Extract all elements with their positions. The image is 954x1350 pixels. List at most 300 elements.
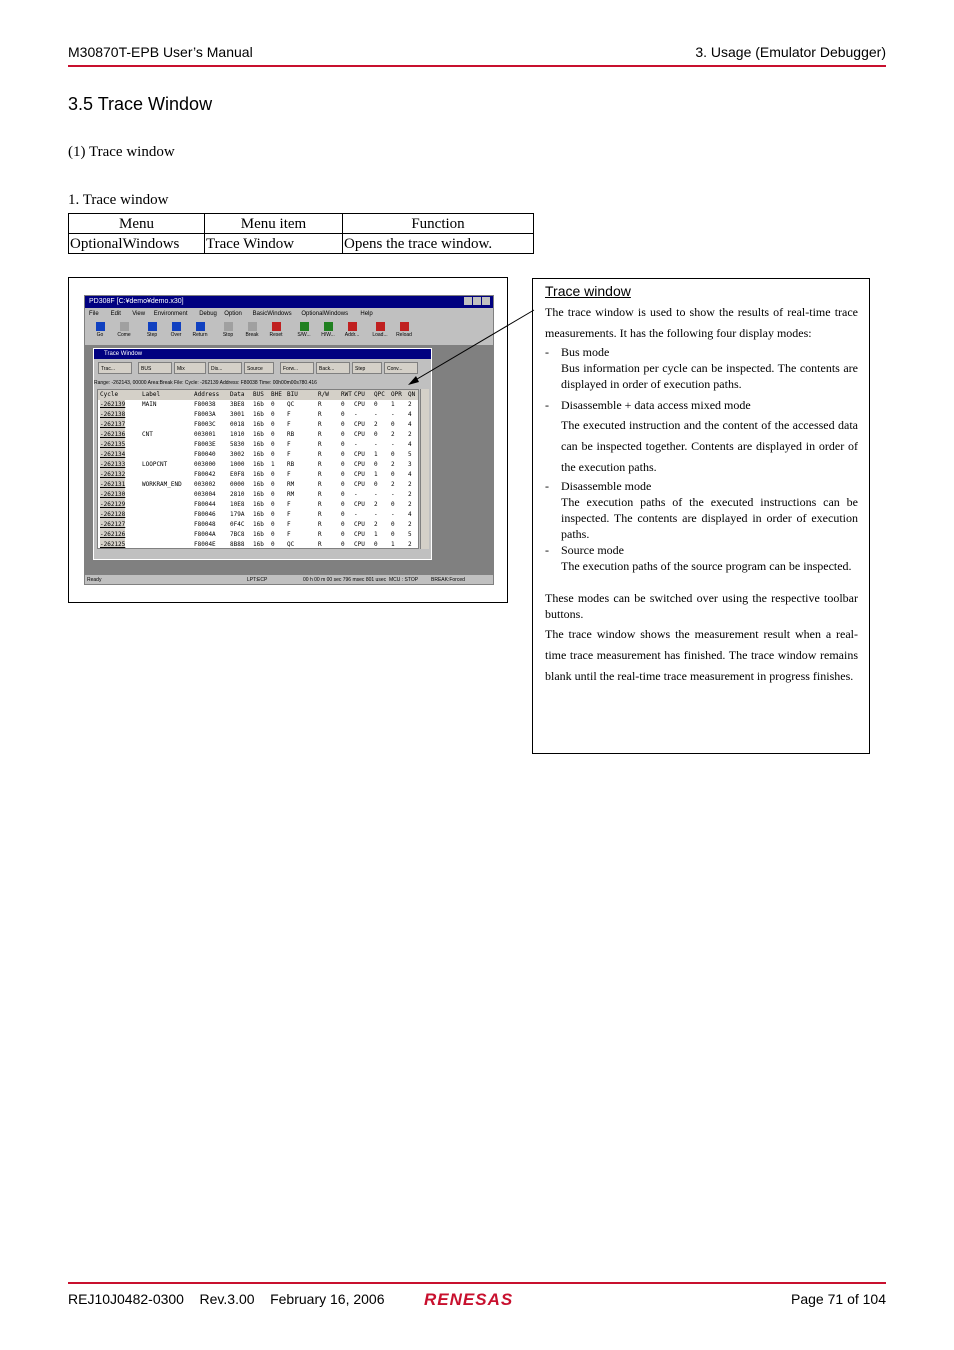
toolbar-icon <box>248 322 257 331</box>
menu-item[interactable]: OptionalWindows <box>301 311 349 317</box>
grid-cell: 0 <box>341 431 345 438</box>
trace-info-line: Range: -262143, 00000 Area:Break File: Cycle: -262139 Address: F80038 Time: 00h00m00s780.416 <box>94 380 317 386</box>
table-row[interactable] <box>98 420 418 430</box>
toolbar-button[interactable] <box>165 321 187 342</box>
toolbar-button[interactable] <box>189 321 211 342</box>
grid-cell: CPU <box>354 421 365 428</box>
grid-cell: 0 <box>341 441 345 448</box>
trace-toolbar-button[interactable]: Source <box>244 362 274 374</box>
grid-cell: -262135 <box>100 441 126 448</box>
grid-cell: 1010 <box>230 431 245 438</box>
toolbar-icon <box>324 322 333 331</box>
grid-cell: F80046 <box>194 511 216 518</box>
info-box <box>532 278 870 754</box>
grid-cell: - <box>391 491 395 498</box>
grid-cell: 2 <box>391 481 395 488</box>
grid-cell: 2 <box>408 431 412 438</box>
grid-cell: 1 <box>391 541 395 548</box>
toolbar-icon <box>196 322 205 331</box>
toolbar-button[interactable] <box>265 321 287 342</box>
grid-cell: 0 <box>341 501 345 508</box>
grid-cell: 0 <box>341 421 345 428</box>
grid-cell: 4 <box>408 471 412 478</box>
menu-item[interactable]: Debug <box>199 311 217 317</box>
menu-item[interactable]: Option <box>224 311 242 317</box>
toolbar-button[interactable] <box>113 321 135 342</box>
toolbar-button[interactable] <box>141 321 163 342</box>
grid-cell: F8003E <box>194 441 216 448</box>
grid-column-header: Data <box>230 391 245 398</box>
trace-toolbar <box>94 360 431 377</box>
info-title: Trace window <box>545 283 631 299</box>
trace-title: Trace Window <box>104 351 143 357</box>
grid-cell: 3BE8 <box>230 401 245 408</box>
arrow-head <box>408 376 419 385</box>
mode-item: - Disassemble + data access mixed mode The executed instruction and the content of the accessed data can be inspected together. Contents are displayed in order of the execution paths. <box>545 397 858 478</box>
grid-cell: 0 <box>374 401 378 408</box>
menu-item[interactable]: BasicWindows <box>252 311 292 317</box>
grid-cell: -262127 <box>100 521 126 528</box>
grid-cell: R <box>318 491 322 498</box>
mode-desc: The execution paths of the executed instructions can be inspected. The contents are displayed in order of execution paths. <box>561 495 858 541</box>
grid-column-header: OPR <box>391 391 402 398</box>
mode-desc: Bus information per cycle can be inspected. The contents are displayed in order of execution paths. <box>561 361 858 391</box>
grid-cell: R <box>318 531 322 538</box>
grid-cell: 16b <box>253 401 264 408</box>
grid-cell: 16b <box>253 501 264 508</box>
table-header: Menu <box>69 214 205 234</box>
grid-cell: 2 <box>374 501 378 508</box>
grid-cell: 0 <box>341 521 345 528</box>
grid-cell: -262129 <box>100 501 126 508</box>
grid-cell: CPU <box>354 481 365 488</box>
toolbar-icon <box>224 322 233 331</box>
mode-item: - Bus mode Bus information per cycle can be inspected. The contents are displayed in order of execution paths. <box>545 345 858 391</box>
trace-grid <box>97 389 419 549</box>
scrollbar <box>420 389 429 549</box>
table-row[interactable] <box>98 500 418 510</box>
toolbar-label: Come <box>117 332 131 338</box>
toolbar-icon <box>376 322 385 331</box>
grid-cell: R <box>318 501 322 508</box>
grid-cell: MAIN <box>142 401 157 408</box>
grid-cell: 0 <box>271 481 275 488</box>
grid-cell: 16b <box>253 481 264 488</box>
status-field: 00 h 00 m 00 sec 796 msec 801 usec <box>303 577 387 583</box>
grid-cell: - <box>354 411 358 418</box>
grid-cell: - <box>391 441 395 448</box>
toolbar-button[interactable] <box>293 321 315 342</box>
grid-cell: 4 <box>408 441 412 448</box>
grid-column-header: BUS <box>253 391 264 398</box>
table-header: Menu item <box>205 214 343 234</box>
trace-window <box>93 348 432 560</box>
grid-cell: R <box>318 451 322 458</box>
info-para: These modes can be switched over using the respective toolbar buttons. <box>545 591 858 621</box>
grid-cell: 1 <box>374 531 378 538</box>
toolbar-icon <box>96 322 105 331</box>
grid-cell: 16b <box>253 521 264 528</box>
grid-cell: R <box>318 521 322 528</box>
grid-cell: 4 <box>408 411 412 418</box>
grid-cell: 0 <box>271 521 275 528</box>
grid-cell: 0 <box>341 481 345 488</box>
toolbar-button[interactable] <box>241 321 263 342</box>
grid-cell: 0 <box>271 491 275 498</box>
grid-cell: QC <box>287 401 295 408</box>
mode-name: Disassemble mode <box>561 479 652 493</box>
grid-cell: R <box>318 441 322 448</box>
footer-rule <box>68 1282 886 1284</box>
grid-cell: 0 <box>391 531 395 538</box>
table-row[interactable] <box>98 410 418 420</box>
table-row[interactable] <box>98 530 418 540</box>
renesas-logo <box>420 1287 536 1314</box>
grid-column-header: CPU <box>354 391 365 398</box>
grid-cell: CPU <box>354 471 365 478</box>
grid-cell: -262131 <box>100 481 126 488</box>
grid-cell: F <box>287 501 291 508</box>
grid-cell: R <box>318 431 322 438</box>
grid-column-header: Label <box>142 391 161 398</box>
grid-cell: - <box>354 511 358 518</box>
grid-cell: 2 <box>408 491 412 498</box>
grid-cell: LOOPCNT <box>142 461 168 468</box>
grid-column-header: BHE <box>271 391 282 398</box>
grid-cell: -262126 <box>100 531 126 538</box>
table-row[interactable] <box>98 490 418 500</box>
grid-cell: RM <box>287 491 295 498</box>
grid-cell: 0 <box>341 491 345 498</box>
grid-cell: 16b <box>253 441 264 448</box>
toolbar-label: H/W... <box>321 332 335 338</box>
grid-cell: R <box>318 481 322 488</box>
grid-cell: 2 <box>374 521 378 528</box>
grid-cell: 1 <box>374 471 378 478</box>
grid-cell: QC <box>287 541 295 548</box>
grid-cell: 0 <box>271 401 275 408</box>
grid-cell: 16b <box>253 471 264 478</box>
grid-cell: 2810 <box>230 491 245 498</box>
grid-cell: 003001 <box>194 431 216 438</box>
grid-cell: 0 <box>341 401 345 408</box>
toolbar-icon <box>148 322 157 331</box>
grid-cell: 0 <box>391 501 395 508</box>
status-field: Ready <box>87 577 102 583</box>
menu-item[interactable]: Environment <box>153 311 188 317</box>
grid-cell: 0F4C <box>230 521 245 528</box>
section-title: 3.5 Trace Window <box>68 94 213 114</box>
grid-cell: 3002 <box>230 451 245 458</box>
menu-table <box>68 213 534 254</box>
logo-text: RENESAS <box>424 1290 514 1309</box>
grid-cell: R <box>318 411 322 418</box>
grid-cell: F <box>287 471 291 478</box>
grid-cell: CPU <box>354 501 365 508</box>
table-row[interactable] <box>98 510 418 520</box>
grid-cell: R <box>318 471 322 478</box>
mode-name: Source mode <box>561 543 624 557</box>
grid-cell: CPU <box>354 401 365 408</box>
grid-cell: 8B88 <box>230 541 245 548</box>
grid-cell: RM <box>287 481 295 488</box>
toolbar-label: Stop <box>222 332 234 338</box>
footer-doc-id: REJ10J0482-0300 Rev.3.00 February 16, 2006 <box>68 1291 385 1307</box>
grid-column-header: Address <box>194 391 220 398</box>
grid-cell: -262136 <box>100 431 126 438</box>
grid-cell: 0018 <box>230 421 245 428</box>
grid-cell: 2 <box>408 521 412 528</box>
toolbar-icon <box>120 322 129 331</box>
grid-cell: 003000 <box>194 461 216 468</box>
grid-cell: 0 <box>341 541 345 548</box>
grid-cell: 0 <box>374 541 378 548</box>
grid-cell: 0 <box>391 521 395 528</box>
grid-cell: -262139 <box>100 401 126 408</box>
grid-cell: 2 <box>408 401 412 408</box>
toolbar-label: Reset <box>269 332 283 338</box>
grid-cell: CPU <box>354 531 365 538</box>
toolbar-button[interactable] <box>317 321 339 342</box>
table-header: Function <box>343 214 534 234</box>
table-row[interactable] <box>98 460 418 470</box>
grid-cell: F <box>287 411 291 418</box>
grid-cell: 0 <box>271 541 275 548</box>
grid-cell: 4 <box>408 421 412 428</box>
grid-cell: 0 <box>271 511 275 518</box>
grid-cell: 16b <box>253 541 264 548</box>
menu-item[interactable]: View <box>132 311 146 317</box>
grid-cell: F8004A <box>194 531 216 538</box>
grid-column-header: QPC <box>374 391 385 398</box>
grid-cell: CPU <box>354 521 365 528</box>
grid-cell: F <box>287 451 291 458</box>
grid-cell: 0 <box>271 531 275 538</box>
header-rule <box>68 65 886 67</box>
grid-cell: R <box>318 461 322 468</box>
grid-cell: F80038 <box>194 401 216 408</box>
trace-toolbar-button[interactable]: Mix <box>174 362 206 374</box>
grid-cell: F80048 <box>194 521 216 528</box>
grid-cell: 2 <box>391 431 395 438</box>
menu-item[interactable]: File <box>89 311 99 317</box>
toolbar-button[interactable] <box>217 321 239 342</box>
trace-toolbar-button[interactable]: Trac... <box>98 362 132 374</box>
grid-cell: -262128 <box>100 511 126 518</box>
grid-cell: 2 <box>391 461 395 468</box>
grid-cell: 5 <box>408 531 412 538</box>
subsection-title: (1) Trace window <box>68 144 175 160</box>
table-row[interactable] <box>98 450 418 460</box>
grid-cell: 1 <box>271 461 275 468</box>
grid-cell: R <box>318 421 322 428</box>
info-para: The trace window shows the measurement result when a real-time trace measurement has finished. The trace window remains blank until the real-time trace measurement in progress finishes. <box>545 627 858 683</box>
grid-cell: - <box>374 441 378 448</box>
grid-cell: 2 <box>408 501 412 508</box>
trace-toolbar-button[interactable]: Back... <box>316 362 350 374</box>
grid-cell: F8003C <box>194 421 216 428</box>
grid-cell: 16b <box>253 431 264 438</box>
grid-cell: 0 <box>271 501 275 508</box>
window-title: PD308F [C:¥demo¥demo.x30] <box>89 298 184 305</box>
grid-cell: -262137 <box>100 421 126 428</box>
status-field: MCU : STOP <box>389 577 419 583</box>
grid-cell: 2 <box>408 541 412 548</box>
trace-toolbar-button[interactable]: Conv... <box>384 362 418 374</box>
grid-cell: F <box>287 521 291 528</box>
table-cell: OptionalWindows <box>69 234 205 254</box>
toolbar-button[interactable] <box>369 321 391 342</box>
grid-cell: CPU <box>354 431 365 438</box>
grid-cell: - <box>374 491 378 498</box>
toolbar-button[interactable] <box>89 321 111 342</box>
menu-item[interactable]: Edit <box>110 311 121 317</box>
grid-cell: 0 <box>391 421 395 428</box>
toolbar-label: Load... <box>372 332 388 338</box>
grid-column-header: RWT <box>341 391 352 398</box>
grid-cell: F <box>287 511 291 518</box>
logo-mark <box>420 1287 536 1309</box>
grid-cell: F80040 <box>194 451 216 458</box>
table-row[interactable] <box>98 430 418 440</box>
grid-cell: F <box>287 421 291 428</box>
grid-cell: 10E8 <box>230 501 245 508</box>
grid-cell: - <box>391 511 395 518</box>
toolbar-icon <box>348 322 357 331</box>
info-intro: The trace window is used to show the results of real-time trace measurements. It has the following four display modes: <box>545 305 858 340</box>
grid-cell: 5830 <box>230 441 245 448</box>
grid-cell: 003004 <box>194 491 216 498</box>
grid-cell: 0 <box>341 511 345 518</box>
grid-column-header: BIU <box>287 391 298 398</box>
grid-cell: 1000 <box>230 461 245 468</box>
grid-cell: F8003A <box>194 411 216 418</box>
toolbar-label: Step <box>146 332 158 338</box>
grid-cell: CPU <box>354 541 365 548</box>
grid-cell: 0 <box>271 441 275 448</box>
table-row[interactable] <box>98 440 418 450</box>
grid-header-row <box>98 390 418 400</box>
grid-cell: -262138 <box>100 411 126 418</box>
grid-cell: - <box>391 411 395 418</box>
grid-cell: F <box>287 441 291 448</box>
table-caption: 1. Trace window <box>68 192 169 208</box>
mode-name: Disassemble + data access mixed mode <box>561 398 751 412</box>
grid-cell: 0 <box>271 471 275 478</box>
grid-cell: 1 <box>374 451 378 458</box>
grid-cell: -262134 <box>100 451 126 458</box>
trace-titlebar <box>94 349 431 359</box>
status-field: BREAK:Forced <box>431 577 465 583</box>
grid-cell: 16b <box>253 461 264 468</box>
toolbar-icon <box>300 322 309 331</box>
grid-cell: RB <box>287 461 295 468</box>
grid-cell: 16b <box>253 411 264 418</box>
mode-item: - Disassemble mode The execution paths of the executed instructions can be inspected. The contents are displayed in order of execution paths. <box>545 479 858 541</box>
grid-cell: 2 <box>408 481 412 488</box>
grid-cell: -262133 <box>100 461 126 468</box>
arrow-line <box>412 310 534 382</box>
table-row[interactable] <box>98 480 418 490</box>
grid-cell: 0 <box>271 431 275 438</box>
toolbar-label: S/W... <box>297 332 311 338</box>
grid-cell: 3 <box>408 461 412 468</box>
toolbar-icon <box>272 322 281 331</box>
grid-cell: CPU <box>354 451 365 458</box>
toolbar-label: Go <box>96 332 104 338</box>
table-row[interactable] <box>98 520 418 530</box>
grid-cell: F8004E <box>194 541 216 548</box>
grid-cell: -262125 <box>100 541 126 548</box>
grid-cell: R <box>318 401 322 408</box>
mode-name: Bus mode <box>561 345 610 359</box>
grid-column-header: R/W <box>318 391 329 398</box>
table-row[interactable] <box>98 540 418 549</box>
grid-cell: 2 <box>374 421 378 428</box>
mode-item: - Source mode The execution paths of the source program can be inspected. <box>545 542 858 574</box>
grid-cell: 0 <box>341 461 345 468</box>
callout-arrow <box>400 300 540 390</box>
grid-cell: - <box>374 511 378 518</box>
grid-cell: 7BC8 <box>230 531 245 538</box>
grid-cell: 1 <box>391 401 395 408</box>
grid-cell: 0 <box>271 421 275 428</box>
table-header-row <box>69 214 534 234</box>
toolbar-label: Addr... <box>344 332 360 338</box>
grid-cell: - <box>374 411 378 418</box>
grid-cell: 003002 <box>194 481 216 488</box>
grid-cell: 0 <box>341 531 345 538</box>
toolbar-label: Break <box>245 332 259 338</box>
grid-column-header: QN <box>408 391 416 398</box>
table-row[interactable] <box>98 470 418 480</box>
mode-desc: The execution paths of the source program can be inspected. <box>561 559 852 573</box>
trace-toolbar-button[interactable]: BUS <box>138 362 172 374</box>
grid-cell: 179A <box>230 511 245 518</box>
grid-cell: 0 <box>391 451 395 458</box>
grid-cell: 16b <box>253 451 264 458</box>
table-cell: Trace Window <box>205 234 343 254</box>
grid-cell: F80044 <box>194 501 216 508</box>
grid-cell: CPU <box>354 461 365 468</box>
grid-cell: 16b <box>253 511 264 518</box>
grid-cell: 0 <box>391 471 395 478</box>
grid-cell: 0 <box>374 481 378 488</box>
grid-cell: RB <box>287 431 295 438</box>
grid-cell: 0 <box>374 461 378 468</box>
toolbar-button[interactable] <box>341 321 363 342</box>
grid-cell: F80042 <box>194 471 216 478</box>
mode-desc: The executed instruction and the content of the accessed data can be inspected together. Contents are displayed in order of the execution paths. <box>561 418 858 474</box>
table-row[interactable] <box>98 400 418 410</box>
status-field: LPT:ECP <box>247 577 268 583</box>
grid-cell: 16b <box>253 491 264 498</box>
grid-cell: 0 <box>341 411 345 418</box>
grid-cell: 0000 <box>230 481 245 488</box>
toolbar-icon <box>172 322 181 331</box>
grid-cell: F <box>287 531 291 538</box>
grid-cell: WORKRAM_END <box>142 481 182 488</box>
trace-toolbar-button[interactable]: Forw... <box>280 362 314 374</box>
trace-toolbar-button[interactable]: Step <box>352 362 382 374</box>
grid-cell: E0F8 <box>230 471 245 478</box>
menu-item[interactable]: Help <box>360 311 373 317</box>
grid-cell: 0 <box>374 431 378 438</box>
trace-toolbar-button[interactable]: Dis... <box>208 362 242 374</box>
grid-cell: 0 <box>271 451 275 458</box>
grid-cell: 0 <box>341 451 345 458</box>
status-bar <box>85 576 493 585</box>
